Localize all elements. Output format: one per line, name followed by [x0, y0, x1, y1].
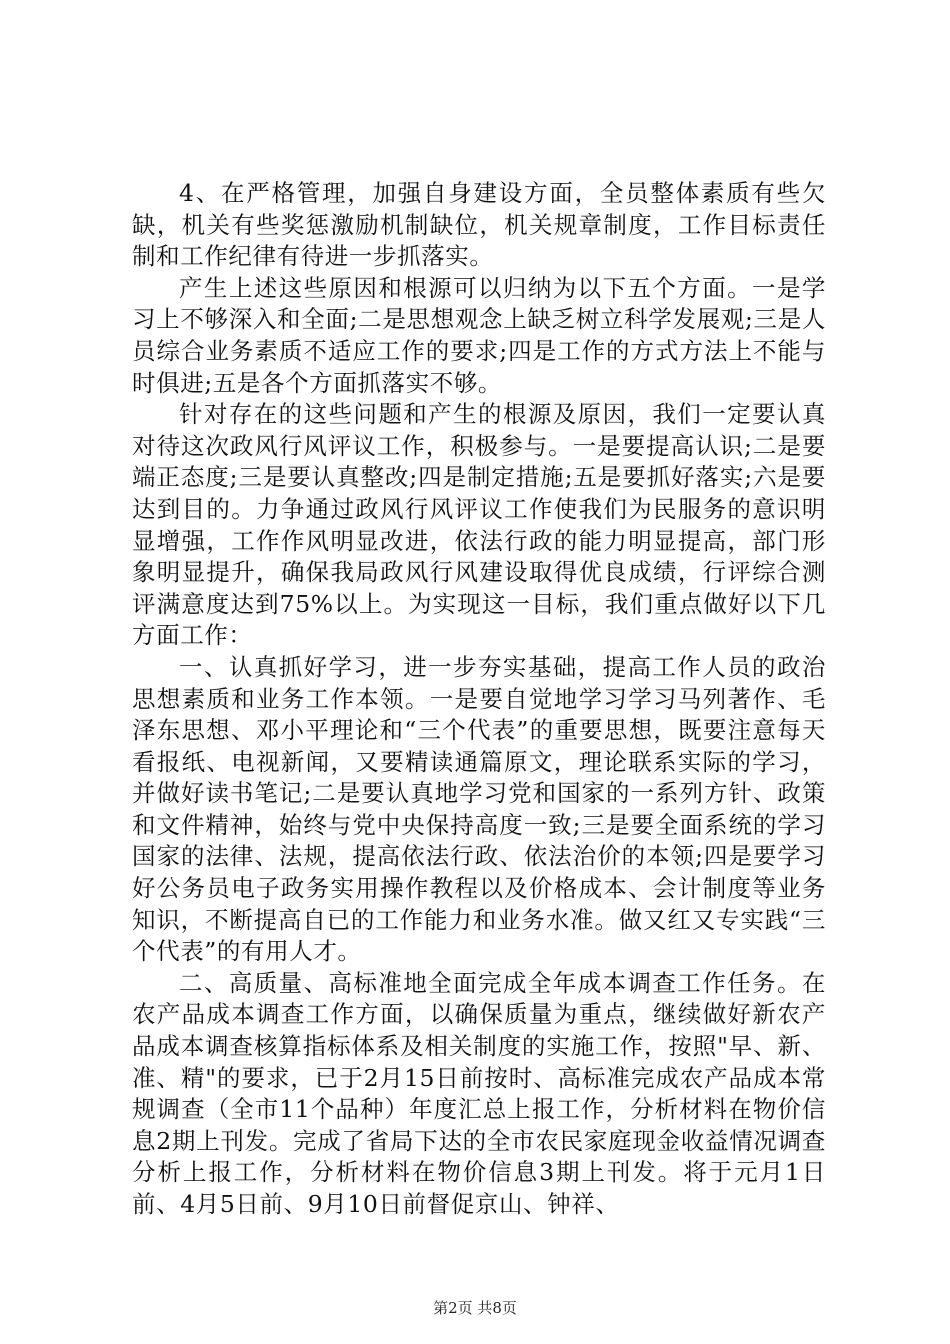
paragraph-management: 4、在严格管理，加强自身建设方面，全员整体素质有些欠缺，机关有些奖惩激励机制缺位，机关规章制度，工作目标责任制和工作纪律有待进一步抓落实。	[132, 179, 826, 271]
page-number-footer: 第2页 共8页	[433, 1299, 517, 1317]
paragraph-cost-survey: 二、高质量、高标准地全面完成全年成本调查工作任务。在农产品成本调查工作方面，以确保质量为重点，继续做好新农产品成本调查核算指标体系及相关制度的实施工作，按照"早、新、准、精"的要求，已于2月15日前按时、高标准完成农产品成本常规调查（全市11个品种）年度汇总上报工作，分析材料在物价信息2期上刊发。完成了省局下达的全市农民家庭现金收益情况调查分析上报工作，分析材料在物价信息3期上刊发。将于元月1日前、4月5日前、9月10日前督促京山、钟祥、	[132, 968, 826, 1218]
paragraph-study-plan: 一、认真抓好学习，进一步夯实基础，提高工作人员的政治思想素质和业务工作本领。一是要自觉地学习学习马列著作、毛泽东思想、邓小平理论和“三个代表”的重要思想，既要注意每天看报纸、电视新闻，又要精读通篇原文，理论联系实际的学习，并做好读书笔记;二是要认真地学习党和国家的一系列方针、政策和文件精神，始终与党中央保持高度一致;三是要全面系统的学习国家的法律、法规，提高依法行政、依法治价的本领;四是要学习好公务员电子政务实用操作教程以及价格成本、会计制度等业务知识，不断提高自已的工作能力和业务水准。做又红又专实践“三个代表”的有用人才。	[132, 652, 826, 966]
paragraph-evaluation-goals: 针对存在的这些问题和产生的根源及原因，我们一定要认真对待这次政风行风评议工作，积极参与。一是要提高认识;二是要端正态度;三是要认真整改;四是制定措施;五是要抓好落实;六是要达到目的。力争通过政风行风评议工作使我们为民服务的意识明显增强，工作作风明显改进，依法行政的能力明显提高，部门形象明显提升，确保我局政风行风建设取得优良成绩，行评综合测评满意度达到75%以上。为实现这一目标，我们重点做好以下几方面工作：	[132, 400, 826, 650]
document-body	[132, 178, 826, 1221]
paragraph-root-causes: 产生上述这些原因和根源可以归纳为以下五个方面。一是学习上不够深入和全面;二是思想观念上缺乏树立科学发展观;三是人员综合业务素质不适应工作的要求;四是工作的方式方法上不能与时俱进;五是各个方面抓落实不够。	[132, 273, 826, 397]
